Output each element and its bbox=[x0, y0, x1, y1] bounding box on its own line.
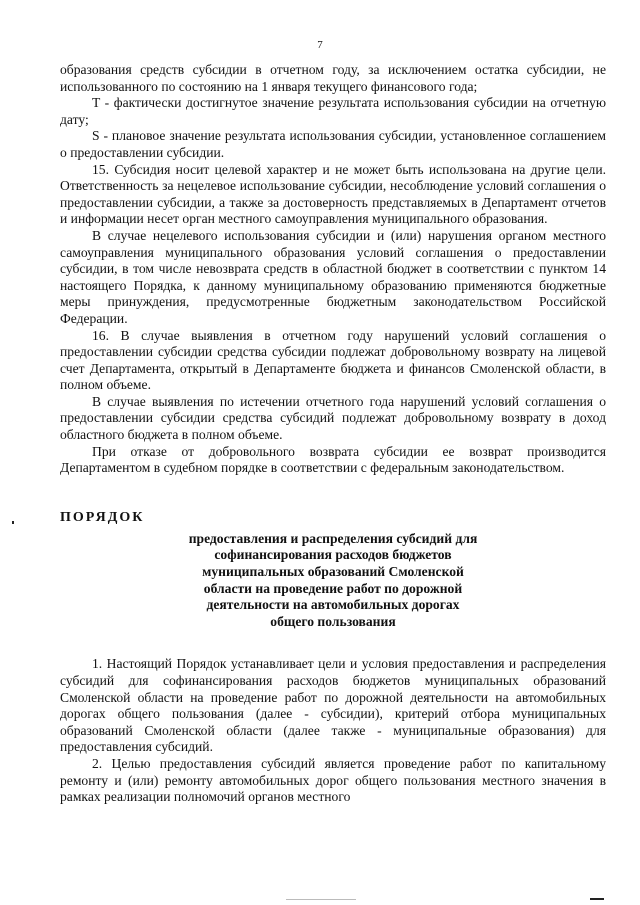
paragraph: 2. Целью предоставления субсидий является проведение работ по капитальному ремонту и (или) ремонту автомобильных дорог общего пользования местного значения в рамках реализации полномочий органов местного bbox=[60, 755, 606, 805]
section-title: ПОРЯДОК bbox=[60, 509, 145, 525]
scan-artifact-dash bbox=[590, 898, 604, 900]
paragraph: T - фактически достигнутое значение результата использования субсидии на отчетную дату; bbox=[60, 95, 606, 127]
paragraph: образования средств субсидии в отчетном году, за исключением остатка субсидии, не использованного по состоянию на 1 января текущего финансового года; bbox=[60, 62, 606, 94]
document-body bbox=[60, 62, 606, 806]
paragraph: При отказе от добровольного возврата субсидии ее возврат производится Департаментом в судебном порядке в соответствии с федеральным законодательством. bbox=[60, 443, 606, 476]
paragraph: S - плановое значение результата использования субсидии, установленное соглашением о предоставлении субсидии. bbox=[60, 128, 606, 160]
paragraph: 16. В случае выявления в отчетном году нарушений условий соглашения о предоставлении субсидии средства субсидии подлежат добровольному возврату на лицевой счет Департамента, открытый в Департаменте бюджета и финансов Смоленской области, в полном объеме. bbox=[60, 327, 606, 393]
paragraph: В случае нецелевого использования субсидии и (или) нарушения органом местного самоуправления муниципального образования условий соглашения о предоставлении субсидии, в том числе невозврата средств в областной бюджет в соответствии с пунктом 14 настоящего Порядка, к данному муниципальному образованию применяются бюджетные меры принуждения, предусмотренные бюджетным законодательством Российской Федерации. bbox=[60, 227, 606, 326]
paragraph: 15. Субсидия носит целевой характер и не может быть использована на другие цели. Ответственность за нецелевое использование субсидии, несоблюдение условий соглашения о предоставлении субсидии, а также за достоверность представляемых в Департамент отчетов и информации несет орган местного самоуправления муниципального образования. bbox=[60, 161, 606, 227]
page-number: 7 bbox=[317, 39, 323, 51]
section-heading bbox=[60, 509, 606, 631]
scan-artifact-line bbox=[286, 899, 356, 900]
scan-speck bbox=[12, 521, 14, 524]
section-subtitle: предоставления и распределения субсидий для софинансирования расходов бюджетов муниципальных образований Смоленской области на проведение работ по дорожной деятельности на автомобильных дорогах общего пользования bbox=[188, 530, 478, 629]
paragraph: 1. Настоящий Порядок устанавливает цели и условия предоставления и распределения субсидий для софинансирования расходов бюджетов муниципальных образований Смоленской области на проведение работ по дорожной деятельности на автомобильных дорогах общего пользования (далее - субсидии), критерий отбора муниципальных образований Смоленской области (далее также - муниципальные образования) для предоставления субсидий. bbox=[60, 656, 606, 755]
bottom-paragraphs bbox=[60, 656, 606, 805]
top-paragraphs bbox=[60, 62, 606, 477]
paragraph: В случае выявления по истечении отчетного года нарушений условий соглашения о предоставлении субсидии средства субсидий подлежат добровольному возврату в доход областного бюджета в полном объеме. bbox=[60, 393, 606, 443]
